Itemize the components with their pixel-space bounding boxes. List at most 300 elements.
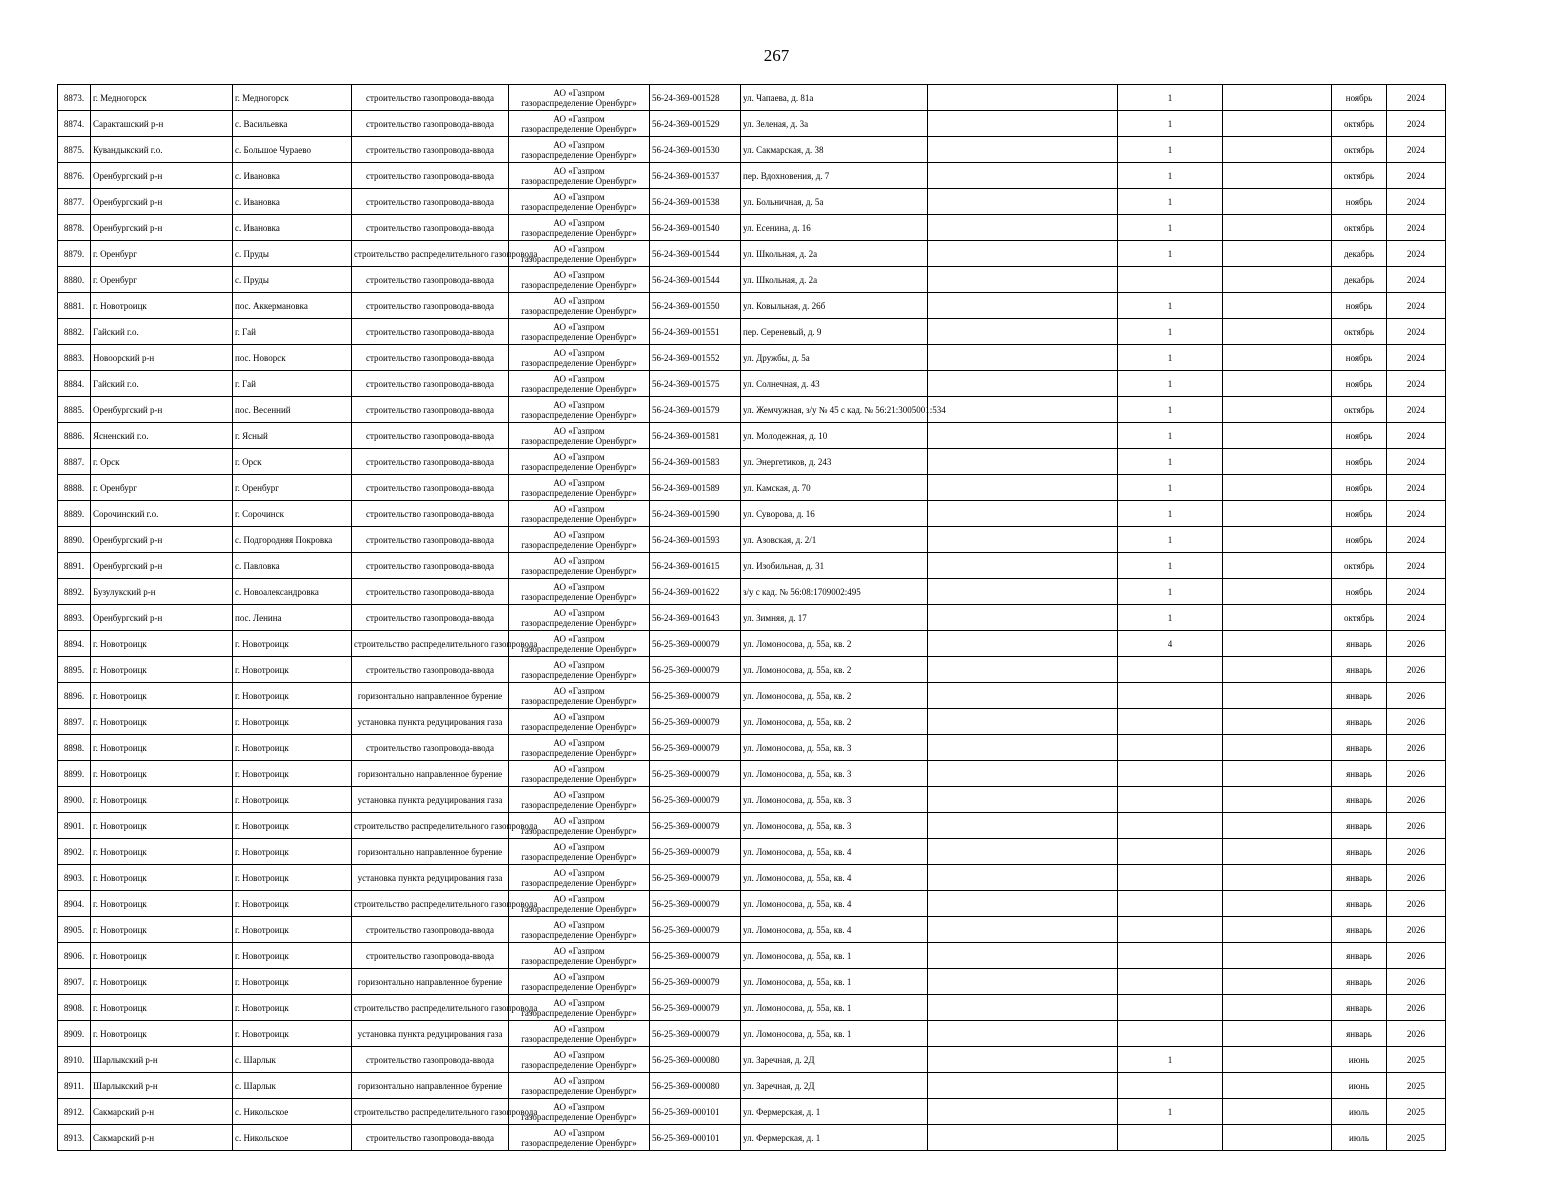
month-cell: октябрь xyxy=(1332,111,1387,137)
organization-line-2: газораспределение Оренбург» xyxy=(521,903,637,914)
year-cell: 2024 xyxy=(1387,293,1446,319)
month-cell: январь xyxy=(1332,995,1387,1021)
request-code-cell: 56-25-369-000079 xyxy=(650,943,741,969)
request-code-cell: 56-25-369-000079 xyxy=(650,891,741,917)
organization-line-2: газораспределение Оренбург» xyxy=(521,565,637,576)
address-cell: ул. Ломоносова, д. 55а, кв. 2 xyxy=(741,657,928,683)
district-cell: Гайский г.о. xyxy=(91,371,233,397)
month-cell: ноябрь xyxy=(1332,527,1387,553)
year-cell: 2024 xyxy=(1387,397,1446,423)
year-cell: 2026 xyxy=(1387,969,1446,995)
month-cell: январь xyxy=(1332,709,1387,735)
request-code-cell: 56-25-369-000079 xyxy=(650,839,741,865)
settlement-cell: г. Ясный xyxy=(233,423,352,449)
request-code-cell: 56-24-369-001622 xyxy=(650,579,741,605)
row-number: 8904. xyxy=(58,891,91,917)
organization-line-1: АО «Газпром xyxy=(553,87,605,98)
district-cell: г. Новотроицк xyxy=(91,631,233,657)
organization-line-2: газораспределение Оренбург» xyxy=(521,981,637,992)
request-code-cell: 56-24-369-001583 xyxy=(650,449,741,475)
extra-cell xyxy=(928,735,1118,761)
row-number: 8882. xyxy=(58,319,91,345)
extra-cell xyxy=(928,163,1118,189)
table-row xyxy=(58,1125,1446,1151)
table-row xyxy=(58,631,1446,657)
organization-cell xyxy=(509,683,650,709)
count-cell: 1 xyxy=(1118,449,1223,475)
year-cell: 2026 xyxy=(1387,787,1446,813)
request-code-cell: 56-25-369-000101 xyxy=(650,1125,741,1151)
district-cell: Оренбургский р-н xyxy=(91,553,233,579)
count-cell: 1 xyxy=(1118,189,1223,215)
count-cell xyxy=(1118,657,1223,683)
extra-cell xyxy=(928,1099,1118,1125)
work-type-cell: строительство газопровода-ввода xyxy=(352,163,509,189)
address-cell: ул. Ломоносова, д. 55а, кв. 2 xyxy=(741,631,928,657)
organization-line-1: АО «Газпром xyxy=(553,815,605,826)
count-cell xyxy=(1118,969,1223,995)
work-type-cell: строительство газопровода-ввода xyxy=(352,345,509,371)
month-cell: ноябрь xyxy=(1332,501,1387,527)
note-cell xyxy=(1223,1125,1332,1151)
settlement-cell: г. Новотроицк xyxy=(233,683,352,709)
row-number: 8889. xyxy=(58,501,91,527)
count-cell: 1 xyxy=(1118,345,1223,371)
month-cell: ноябрь xyxy=(1332,371,1387,397)
note-cell xyxy=(1223,865,1332,891)
note-cell xyxy=(1223,891,1332,917)
address-cell: ул. Ломоносова, д. 55а, кв. 3 xyxy=(741,761,928,787)
year-cell: 2024 xyxy=(1387,111,1446,137)
organization-line-1: АО «Газпром xyxy=(553,477,605,488)
register-table xyxy=(57,84,1446,1151)
extra-cell xyxy=(928,1047,1118,1073)
year-cell: 2026 xyxy=(1387,683,1446,709)
address-cell: ул. Ломоносова, д. 55а, кв. 4 xyxy=(741,839,928,865)
table-row xyxy=(58,683,1446,709)
extra-cell xyxy=(928,397,1118,423)
organization-line-2: газораспределение Оренбург» xyxy=(521,435,637,446)
page-number: 267 xyxy=(763,46,790,65)
organization-cell xyxy=(509,85,650,111)
month-cell: ноябрь xyxy=(1332,475,1387,501)
organization-cell xyxy=(509,839,650,865)
district-cell: Саракташский р-н xyxy=(91,111,233,137)
month-cell: январь xyxy=(1332,657,1387,683)
note-cell xyxy=(1223,579,1332,605)
address-cell: ул. Ломоносова, д. 55а, кв. 4 xyxy=(741,891,928,917)
table-row xyxy=(58,709,1446,735)
note-cell xyxy=(1223,813,1332,839)
organization-line-2: газораспределение Оренбург» xyxy=(521,1111,637,1122)
organization-line-2: газораспределение Оренбург» xyxy=(521,851,637,862)
organization-line-2: газораспределение Оренбург» xyxy=(521,409,637,420)
work-type-cell: установка пункта редуцирования газа xyxy=(352,1021,509,1047)
extra-cell xyxy=(928,241,1118,267)
work-type-cell: установка пункта редуцирования газа xyxy=(352,787,509,813)
settlement-cell: г. Новотроицк xyxy=(233,995,352,1021)
district-cell: Сорочинский г.о. xyxy=(91,501,233,527)
work-type-cell: строительство распределительного газопровода xyxy=(352,631,509,657)
row-number: 8887. xyxy=(58,449,91,475)
row-number: 8894. xyxy=(58,631,91,657)
organization-line-1: АО «Газпром xyxy=(553,659,605,670)
organization-line-1: АО «Газпром xyxy=(553,555,605,566)
address-cell: ул. Ломоносова, д. 55а, кв. 4 xyxy=(741,917,928,943)
note-cell xyxy=(1223,189,1332,215)
extra-cell xyxy=(928,995,1118,1021)
address-cell: ул. Молодежная, д. 10 xyxy=(741,423,928,449)
district-cell: г. Новотроицк xyxy=(91,657,233,683)
extra-cell xyxy=(928,501,1118,527)
row-number: 8885. xyxy=(58,397,91,423)
district-cell: г. Новотроицк xyxy=(91,917,233,943)
district-cell: Шарлыкский р-н xyxy=(91,1073,233,1099)
month-cell: октябрь xyxy=(1332,397,1387,423)
organization-line-2: газораспределение Оренбург» xyxy=(521,305,637,316)
row-number: 8911. xyxy=(58,1073,91,1099)
count-cell xyxy=(1118,683,1223,709)
year-cell: 2026 xyxy=(1387,891,1446,917)
address-cell: ул. Ломоносова, д. 55а, кв. 4 xyxy=(741,865,928,891)
address-cell: ул. Ломоносова, д. 55а, кв. 1 xyxy=(741,969,928,995)
organization-cell xyxy=(509,553,650,579)
table-row xyxy=(58,137,1446,163)
extra-cell xyxy=(928,605,1118,631)
count-cell: 1 xyxy=(1118,215,1223,241)
row-number: 8903. xyxy=(58,865,91,891)
work-type-cell: строительство газопровода-ввода xyxy=(352,267,509,293)
note-cell xyxy=(1223,137,1332,163)
extra-cell xyxy=(928,709,1118,735)
month-cell: октябрь xyxy=(1332,215,1387,241)
extra-cell xyxy=(928,943,1118,969)
row-number: 8912. xyxy=(58,1099,91,1125)
table-row xyxy=(58,475,1446,501)
organization-cell xyxy=(509,631,650,657)
organization-line-2: газораспределение Оренбург» xyxy=(521,97,637,108)
request-code-cell: 56-25-369-000101 xyxy=(650,1099,741,1125)
work-type-cell: строительство газопровода-ввода xyxy=(352,527,509,553)
row-number: 8909. xyxy=(58,1021,91,1047)
year-cell: 2026 xyxy=(1387,657,1446,683)
row-number: 8906. xyxy=(58,943,91,969)
address-cell: ул. Чапаева, д. 81а xyxy=(741,85,928,111)
district-cell: г. Новотроицк xyxy=(91,709,233,735)
organization-line-1: АО «Газпром xyxy=(553,529,605,540)
table-row xyxy=(58,423,1446,449)
request-code-cell: 56-24-369-001530 xyxy=(650,137,741,163)
table-row xyxy=(58,1021,1446,1047)
year-cell: 2026 xyxy=(1387,813,1446,839)
district-cell: г. Новотроицк xyxy=(91,891,233,917)
extra-cell xyxy=(928,85,1118,111)
settlement-cell: пос. Новорск xyxy=(233,345,352,371)
row-number: 8896. xyxy=(58,683,91,709)
organization-line-2: газораспределение Оренбург» xyxy=(521,643,637,654)
organization-line-2: газораспределение Оренбург» xyxy=(521,539,637,550)
extra-cell xyxy=(928,683,1118,709)
request-code-cell: 56-24-369-001575 xyxy=(650,371,741,397)
month-cell: январь xyxy=(1332,917,1387,943)
settlement-cell: с. Ивановка xyxy=(233,189,352,215)
organization-line-1: АО «Газпром xyxy=(553,841,605,852)
work-type-cell: строительство газопровода-ввода xyxy=(352,293,509,319)
table-body xyxy=(58,85,1446,1151)
organization-cell xyxy=(509,813,650,839)
count-cell xyxy=(1118,943,1223,969)
organization-cell xyxy=(509,163,650,189)
year-cell: 2025 xyxy=(1387,1047,1446,1073)
organization-line-2: газораспределение Оренбург» xyxy=(521,1033,637,1044)
request-code-cell: 56-25-369-000079 xyxy=(650,761,741,787)
month-cell: январь xyxy=(1332,839,1387,865)
month-cell: декабрь xyxy=(1332,241,1387,267)
count-cell xyxy=(1118,917,1223,943)
note-cell xyxy=(1223,371,1332,397)
extra-cell xyxy=(928,813,1118,839)
organization-cell xyxy=(509,293,650,319)
table-row xyxy=(58,397,1446,423)
count-cell: 1 xyxy=(1118,527,1223,553)
address-cell: ул. Солнечная, д. 43 xyxy=(741,371,928,397)
organization-line-2: газораспределение Оренбург» xyxy=(521,149,637,160)
settlement-cell: г. Новотроицк xyxy=(233,943,352,969)
request-code-cell: 56-24-369-001529 xyxy=(650,111,741,137)
organization-line-1: АО «Газпром xyxy=(553,1049,605,1060)
table-row xyxy=(58,969,1446,995)
note-cell xyxy=(1223,501,1332,527)
count-cell: 1 xyxy=(1118,163,1223,189)
year-cell: 2026 xyxy=(1387,735,1446,761)
row-number: 8880. xyxy=(58,267,91,293)
organization-cell xyxy=(509,969,650,995)
note-cell xyxy=(1223,683,1332,709)
work-type-cell: строительство газопровода-ввода xyxy=(352,735,509,761)
year-cell: 2024 xyxy=(1387,85,1446,111)
organization-line-2: газораспределение Оренбург» xyxy=(521,487,637,498)
month-cell: ноябрь xyxy=(1332,293,1387,319)
district-cell: г. Оренбург xyxy=(91,267,233,293)
organization-line-1: АО «Газпром xyxy=(553,1101,605,1112)
organization-line-2: газораспределение Оренбург» xyxy=(521,331,637,342)
settlement-cell: г. Гай xyxy=(233,371,352,397)
organization-line-2: газораспределение Оренбург» xyxy=(521,279,637,290)
organization-cell xyxy=(509,1073,650,1099)
count-cell: 1 xyxy=(1118,501,1223,527)
address-cell: ул. Энергетиков, д. 243 xyxy=(741,449,928,475)
note-cell xyxy=(1223,423,1332,449)
month-cell: ноябрь xyxy=(1332,579,1387,605)
count-cell: 1 xyxy=(1118,293,1223,319)
organization-line-1: АО «Газпром xyxy=(553,269,605,280)
organization-cell xyxy=(509,215,650,241)
note-cell xyxy=(1223,475,1332,501)
count-cell xyxy=(1118,761,1223,787)
address-cell: ул. Ломоносова, д. 55а, кв. 3 xyxy=(741,787,928,813)
table-row xyxy=(58,215,1446,241)
organization-cell xyxy=(509,917,650,943)
organization-line-2: газораспределение Оренбург» xyxy=(521,1007,637,1018)
extra-cell xyxy=(928,553,1118,579)
organization-cell xyxy=(509,111,650,137)
district-cell: г. Новотроицк xyxy=(91,683,233,709)
work-type-cell: строительство газопровода-ввода xyxy=(352,85,509,111)
work-type-cell: строительство газопровода-ввода xyxy=(352,943,509,969)
note-cell xyxy=(1223,1021,1332,1047)
organization-line-2: газораспределение Оренбург» xyxy=(521,383,637,394)
work-type-cell: строительство газопровода-ввода xyxy=(352,189,509,215)
organization-cell xyxy=(509,319,650,345)
organization-cell xyxy=(509,1021,650,1047)
table-row xyxy=(58,241,1446,267)
count-cell: 4 xyxy=(1118,631,1223,657)
organization-line-1: АО «Газпром xyxy=(553,139,605,150)
request-code-cell: 56-24-369-001593 xyxy=(650,527,741,553)
extra-cell xyxy=(928,865,1118,891)
work-type-cell: строительство газопровода-ввода xyxy=(352,917,509,943)
organization-cell xyxy=(509,397,650,423)
count-cell xyxy=(1118,1073,1223,1099)
work-type-cell: строительство газопровода-ввода xyxy=(352,657,509,683)
settlement-cell: с. Шарлык xyxy=(233,1047,352,1073)
settlement-cell: г. Новотроицк xyxy=(233,709,352,735)
settlement-cell: с. Шарлык xyxy=(233,1073,352,1099)
request-code-cell: 56-25-369-000079 xyxy=(650,917,741,943)
organization-cell xyxy=(509,1099,650,1125)
year-cell: 2024 xyxy=(1387,345,1446,371)
settlement-cell: с. Пруды xyxy=(233,267,352,293)
settlement-cell: г. Новотроицк xyxy=(233,839,352,865)
request-code-cell: 56-25-369-000079 xyxy=(650,683,741,709)
table-row xyxy=(58,189,1446,215)
month-cell: июль xyxy=(1332,1125,1387,1151)
table-row xyxy=(58,917,1446,943)
extra-cell xyxy=(928,891,1118,917)
address-cell: пер. Вдохновения, д. 7 xyxy=(741,163,928,189)
table-row xyxy=(58,319,1446,345)
note-cell xyxy=(1223,1073,1332,1099)
count-cell: 1 xyxy=(1118,579,1223,605)
note-cell xyxy=(1223,553,1332,579)
work-type-cell: строительство газопровода-ввода xyxy=(352,111,509,137)
row-number: 8895. xyxy=(58,657,91,683)
note-cell xyxy=(1223,293,1332,319)
organization-line-2: газораспределение Оренбург» xyxy=(521,799,637,810)
month-cell: октябрь xyxy=(1332,319,1387,345)
district-cell: Оренбургский р-н xyxy=(91,163,233,189)
organization-cell xyxy=(509,891,650,917)
year-cell: 2024 xyxy=(1387,241,1446,267)
count-cell: 1 xyxy=(1118,423,1223,449)
organization-cell xyxy=(509,943,650,969)
table-row xyxy=(58,865,1446,891)
extra-cell xyxy=(928,189,1118,215)
year-cell: 2024 xyxy=(1387,319,1446,345)
count-cell: 1 xyxy=(1118,1047,1223,1073)
work-type-cell: горизонтально направленное бурение xyxy=(352,839,509,865)
month-cell: октябрь xyxy=(1332,605,1387,631)
table-row xyxy=(58,371,1446,397)
address-cell: ул. Ломоносова, д. 55а, кв. 1 xyxy=(741,1021,928,1047)
row-number: 8883. xyxy=(58,345,91,371)
organization-line-2: газораспределение Оренбург» xyxy=(521,955,637,966)
count-cell: 1 xyxy=(1118,85,1223,111)
settlement-cell: с. Подгородняя Покровка xyxy=(233,527,352,553)
note-cell xyxy=(1223,787,1332,813)
note-cell xyxy=(1223,267,1332,293)
address-cell: ул. Есенина, д. 16 xyxy=(741,215,928,241)
district-cell: г. Новотроицк xyxy=(91,813,233,839)
work-type-cell: строительство газопровода-ввода xyxy=(352,1047,509,1073)
row-number: 8879. xyxy=(58,241,91,267)
row-number: 8881. xyxy=(58,293,91,319)
note-cell xyxy=(1223,163,1332,189)
count-cell xyxy=(1118,865,1223,891)
district-cell: г. Новотроицк xyxy=(91,735,233,761)
note-cell xyxy=(1223,1047,1332,1073)
note-cell xyxy=(1223,85,1332,111)
district-cell: Оренбургский р-н xyxy=(91,215,233,241)
address-cell: ул. Ломоносова, д. 55а, кв. 3 xyxy=(741,735,928,761)
note-cell xyxy=(1223,1099,1332,1125)
request-code-cell: 56-24-369-001551 xyxy=(650,319,741,345)
settlement-cell: с. Ивановка xyxy=(233,215,352,241)
row-number: 8890. xyxy=(58,527,91,553)
settlement-cell: г. Новотроицк xyxy=(233,631,352,657)
note-cell xyxy=(1223,319,1332,345)
request-code-cell: 56-24-369-001581 xyxy=(650,423,741,449)
note-cell xyxy=(1223,943,1332,969)
work-type-cell: строительство газопровода-ввода xyxy=(352,319,509,345)
settlement-cell: с. Новоалександровка xyxy=(233,579,352,605)
address-cell: ул. Дружбы, д. 5а xyxy=(741,345,928,371)
organization-line-1: АО «Газпром xyxy=(553,1075,605,1086)
year-cell: 2025 xyxy=(1387,1073,1446,1099)
address-cell: ул. Суворова, д. 16 xyxy=(741,501,928,527)
extra-cell xyxy=(928,631,1118,657)
organization-line-1: АО «Газпром xyxy=(553,399,605,410)
address-cell: ул. Фермерская, д. 1 xyxy=(741,1099,928,1125)
address-cell: з/у с кад. № 56:08:1709002:495 xyxy=(741,579,928,605)
row-number: 8877. xyxy=(58,189,91,215)
request-code-cell: 56-25-369-000079 xyxy=(650,865,741,891)
work-type-cell: строительство газопровода-ввода xyxy=(352,475,509,501)
year-cell: 2024 xyxy=(1387,137,1446,163)
request-code-cell: 56-25-369-000079 xyxy=(650,787,741,813)
extra-cell xyxy=(928,423,1118,449)
extra-cell xyxy=(928,1073,1118,1099)
address-cell: ул. Школьная, д. 2а xyxy=(741,241,928,267)
count-cell xyxy=(1118,267,1223,293)
extra-cell xyxy=(928,137,1118,163)
month-cell: январь xyxy=(1332,787,1387,813)
table-row xyxy=(58,839,1446,865)
table-row xyxy=(58,657,1446,683)
row-number: 8897. xyxy=(58,709,91,735)
month-cell: январь xyxy=(1332,813,1387,839)
extra-cell xyxy=(928,267,1118,293)
organization-line-1: АО «Газпром xyxy=(553,789,605,800)
month-cell: январь xyxy=(1332,865,1387,891)
organization-cell xyxy=(509,735,650,761)
settlement-cell: с. Васильевка xyxy=(233,111,352,137)
organization-line-1: АО «Газпром xyxy=(553,451,605,462)
count-cell: 1 xyxy=(1118,371,1223,397)
work-type-cell: строительство газопровода-ввода xyxy=(352,215,509,241)
district-cell: г. Новотроицк xyxy=(91,943,233,969)
organization-line-2: газораспределение Оренбург» xyxy=(521,669,637,680)
